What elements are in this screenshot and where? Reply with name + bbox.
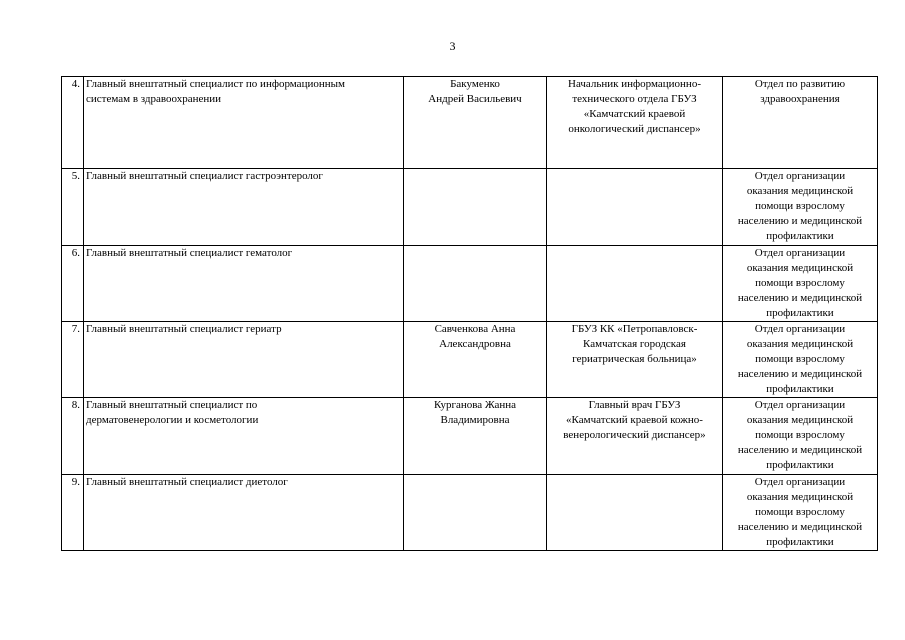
position-cell: Главный внештатный специалист гериатр <box>84 322 404 398</box>
person-cell: Бакуменко Андрей Васильевич <box>404 77 547 169</box>
table-row <box>62 77 878 169</box>
table-row <box>62 398 878 475</box>
department-cell: Отдел организации оказания медицинской помощи взрослому населению и медицинской профилактики <box>723 322 878 398</box>
person-cell: Савченкова Анна Александровна <box>404 322 547 398</box>
position-cell: Главный внештатный специалист гастроэнтеролог <box>84 169 404 246</box>
position-cell: Главный внештатный специалист диетолог <box>84 475 404 551</box>
workplace-cell <box>547 475 723 551</box>
table-row <box>62 246 878 322</box>
department-cell: Отдел организации оказания медицинской помощи взрослому населению и медицинской профилактики <box>723 246 878 322</box>
table-row <box>62 475 878 551</box>
position-cell: Главный внештатный специалист по информационным системам в здравоохранении <box>84 77 404 169</box>
table-row <box>62 169 878 246</box>
person-cell <box>404 246 547 322</box>
workplace-cell <box>547 246 723 322</box>
page-number: 3 <box>449 39 456 53</box>
department-cell: Отдел организации оказания медицинской помощи взрослому населению и медицинской профилактики <box>723 398 878 475</box>
department-cell: Отдел организации оказания медицинской помощи взрослому населению и медицинской профилактики <box>723 169 878 246</box>
row-number: 7. <box>62 322 84 398</box>
person-cell: Курганова Жанна Владимировна <box>404 398 547 475</box>
row-number: 6. <box>62 246 84 322</box>
row-number: 5. <box>62 169 84 246</box>
workplace-cell: ГБУЗ КК «Петропавловск- Камчатская городская гериатрическая больница» <box>547 322 723 398</box>
workplace-cell: Начальник информационно- технического отдела ГБУЗ «Камчатский краевой онкологический диспансер» <box>547 77 723 169</box>
department-cell: Отдел по развитию здравоохранения <box>723 77 878 169</box>
row-number: 8. <box>62 398 84 475</box>
workplace-cell <box>547 169 723 246</box>
row-number: 4. <box>62 77 84 169</box>
workplace-cell: Главный врач ГБУЗ «Камчатский краевой кожно- венерологический диспансер» <box>547 398 723 475</box>
table-row <box>62 322 878 398</box>
row-number: 9. <box>62 475 84 551</box>
department-cell: Отдел организации оказания медицинской помощи взрослому населению и медицинской профилактики <box>723 475 878 551</box>
position-cell: Главный внештатный специалист гематолог <box>84 246 404 322</box>
specialists-table <box>61 76 878 551</box>
position-cell: Главный внештатный специалист по дерматовенерологии и косметологии <box>84 398 404 475</box>
person-cell <box>404 169 547 246</box>
person-cell <box>404 475 547 551</box>
